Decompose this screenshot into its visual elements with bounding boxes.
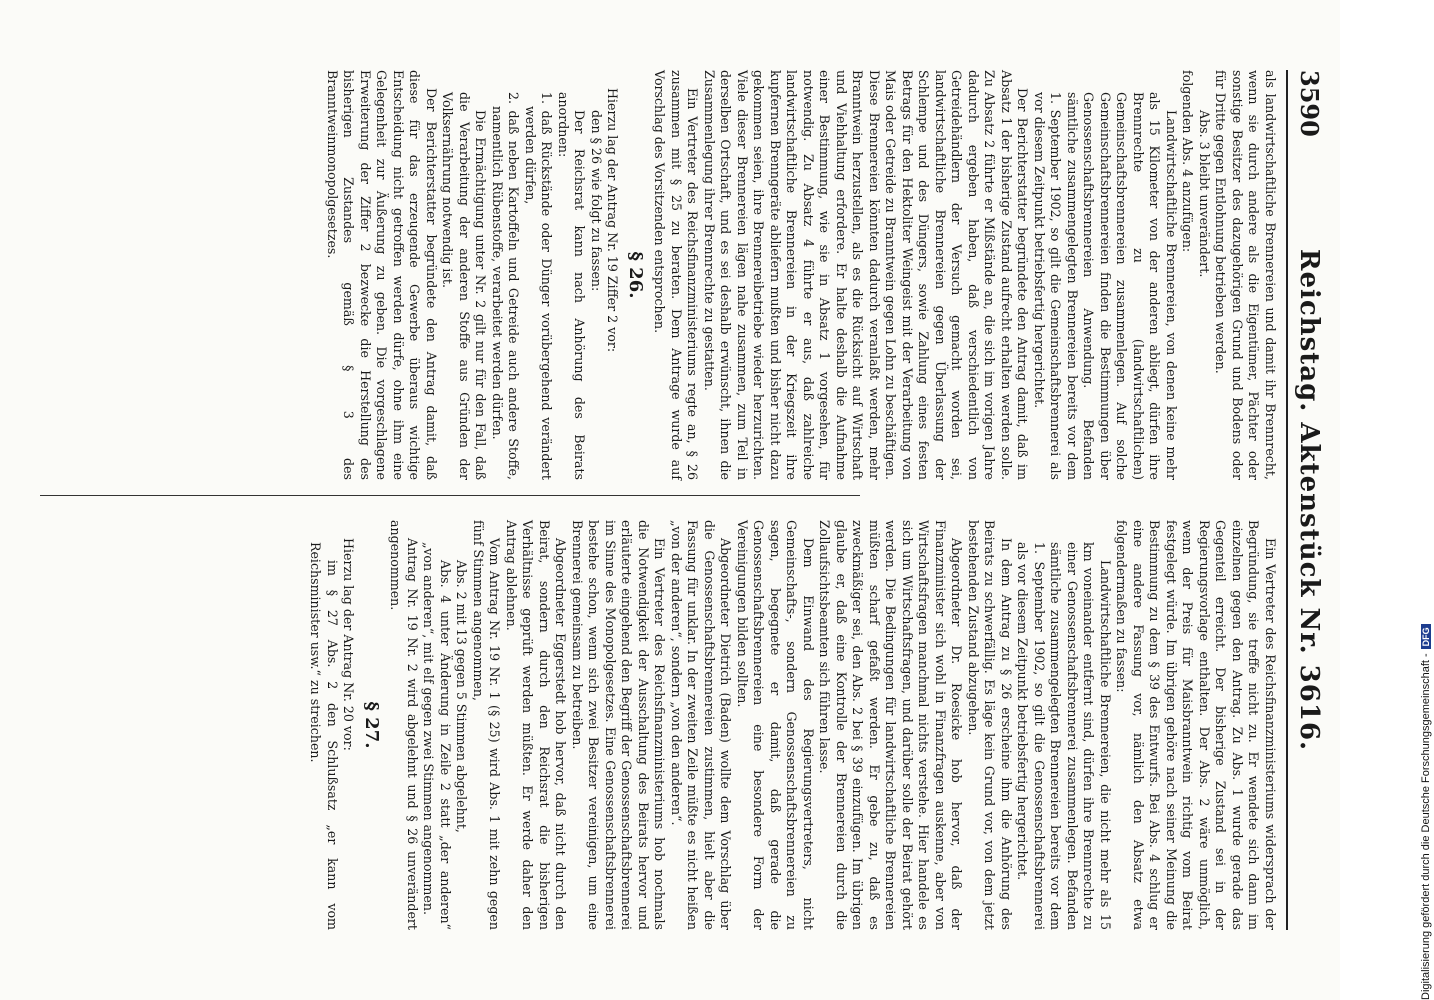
paragraph: Die Ermächtigung unter Nr. 2 gilt nur für den Fall, daß die Verarbeitung der anderen Stoffe aus Gründen der Volksernährung notwendig ist. — [440, 92, 489, 480]
footer-text: Digitalisierung gefördert durch die Deutsche Forschungsgemeinschaft - — [1420, 653, 1432, 1000]
dfg-logo: DFG — [1421, 624, 1431, 649]
paragraph: Abs. 3 bleibt unverändert. — [1197, 110, 1212, 278]
section-heading: § 27. — [361, 701, 382, 749]
paragraph: Antrag Nr. 19 Nr. 2 wird abgelehnt und § 26 unverändert angenommen. — [388, 520, 420, 930]
page-number: 3590 — [1295, 70, 1324, 137]
digitization-footer — [1420, 624, 1432, 1000]
paragraph: Der Reichsrat kann nach Anhörung des Beirats anordnen: — [556, 92, 588, 480]
list-item: 1. daß Rückstände oder Dünger vorübergehend verändert werden dürfen, — [523, 92, 555, 480]
paragraph: Der Berichterstatter begründete den Antrag damit, daß diese für das erzeugende Gewerbe überaus wichtige Entscheidung nicht getroffen werden dürfe, ohne ihm eine Gelegenheit zur Äußerung zu geben. Die vorgeschlagene Erweiterung der Ziffer 2 bezwecke die Herstellung des bisherigen Zustandes gemäß § 3 des Branntweinmonopolgesetzes. — [325, 70, 439, 480]
paragraph: Ein Vertreter des Reichsfinanzministeriums hob nochmals die Notwendigkeit der Ausschaltung des Beirats hervor und erläuterte eingehend den Begriff der Genossenschaftsbrennerei im Sinne des Monopolgesetzes. Eine Genossenschaftsbrennerei bestehe schon, wenn sich zwei Besitzer vereinigen, um eine Brennerei gemeinsam zu betreiben. — [570, 520, 668, 930]
paragraph: als landwirtschaftliche Brennereien und damit ihr Brennrecht, wenn sie durch andere als die Eigentümer, Pächter oder sonstige Besitzer des dazugehörigen Grund und Bodens oder für Dritte gegen Entlohnung betrieben werden. — [1213, 70, 1278, 480]
paragraph: In dem Antrag zu § 26 erscheine ihm die Anhörung des Beirats zu schwerfällig. Es läge kein Grund vor, von dem jetzt bestehenden Zustand abzugehen. — [966, 520, 1014, 930]
page-header — [1286, 70, 1328, 930]
paragraph: Abgeordneter Dr. Roesicke hob hervor, daß der Finanzminister sich wohl in Finanzfragen auskenne, aber von Wirtschaftsfragen manchmal nichts verstehe. Hier handele es sich um Wirtschaftsfragen, und darüber solle der Beirat gehört werden. Die Bedingungen für landwirtschaftliche Brennereien müßten scharf gefaßt werden. Er gebe zu, daß es zweckmäßiger sei, den Abs. 2 bei § 39 einzufügen. Im übrigen glaube er, daß eine Kontrolle der Brennereien durch die Zollaufsichtsbeamten sich führen lasse. — [817, 520, 965, 930]
paragraph: Abgeordneter Eggerstedt hob hervor, daß nicht durch den Beirat, sondern durch den Reichsrat die bisherigen Verhältnisse geprüft werden müßten. Er werde daher den Antrag ablehnen. — [504, 520, 569, 930]
right-column — [307, 520, 1278, 930]
paragraph: folgenden Abs. 4 anzufügen: — [1180, 70, 1196, 253]
paragraph: Hierzu lag der Antrag Nr. 20 vor: — [341, 538, 357, 751]
paragraph: Ein Vertreter des Reichsfinanzministeriums widersprach der Begründung, sie treffe nicht zu. Er wendete sich dann im einzelnen gegen den Antrag. Zu Abs. 1 wurde gerade das Gegenteil erreicht. Der bisherige Zustand sei in der Regierungsvorlage enthalten. Der Abs. 2 wäre unmöglich, wenn der Preis für Maisbranntwein richtig vom Beirat festgelegt würde. Im übrigen gehöre nach seiner Meinung die Bestimmung zu dem § 39 des Entwurfs. Bei Abs. 4 schlug er eine andere Fassung vor, nämlich den Absatz etwa folgendermaßen zu fassen: — [1114, 520, 1278, 930]
paragraph: Ein Vertreter des Reichsfinanzministeriums regte an, § 26 zusammen mit § 25 zu beraten. Dem Antrage wurde auf Vorschlag des Vorsitzenden entsprochen. — [652, 70, 701, 480]
paragraph: Landwirtschaftliche Brennereien, von denen keine mehr als 15 Kilometer von der anderen abliegt, dürfen ihre Brennrechte zu (landwirtschaftlichen) Gemeinschaftsbrennereien zusammenlegen. Auf solche Gemeinschaftsbrennereien finden die Bestimmungen über Genossenschaftsbrennereien Anwendung. Befanden sämtliche zusammengelegten Brennereien bereits vor dem 1. September 1902, so gilt die Gemeinschaftsbrennerei als vor diesem Zeitpunkt betriebsfertig hergerichtet. — [1032, 92, 1179, 480]
paragraph: Vom Antrag Nr. 19 Nr. 1 (§ 25) wird Abs. 1 mit zehn gegen fünf Stimmen angenommen, — [471, 520, 503, 930]
paragraph: Hierzu lag der Antrag Nr. 19 Ziffer 2 vor: — [605, 88, 621, 353]
paragraph: Abs. 2 mit 13 gegen 5 Stimmen abgelehnt, — [454, 560, 470, 833]
paragraph: Dem Einwand des Regierungsvertreters, nicht Gemeinschafts-, sondern Genossenschaftsbrennereien zu sagen, begegnete er damit, daß gerade die Genossenschaftsbrennereien eine besondere Form der Vereinigungen bilden sollten. — [735, 520, 816, 930]
section-heading: § 26. — [625, 251, 646, 299]
page-title: Reichstag. Aktenstück Nr. 3616. — [1294, 248, 1324, 752]
paragraph: Landwirtschaftliche Brennereien, die nicht mehr als 15 km voneinander entfernt sind, dürfen ihre Brennrechte zu einer Genossenschaftsbrennerei zusammenlegen. Befanden sämtliche zusammengelegten Brennereien bereits vor dem 1. September 1902, so gilt die Genossenschaftsbrennerei als vor diesem Zeitpunkt betriebsfertig hergerichtet. — [1015, 542, 1113, 930]
column-divider — [40, 495, 860, 496]
list-item: 2. daß neben Kartoffeln und Getreide auch andere Stoffe, namentlich Rübenstoffe, verarbeitet werden dürfen. — [490, 92, 522, 480]
paragraph: Abs. 4 unter Änderung in Zeile 2 statt „der anderen“ „von anderen“, mit elf gegen zwei Stimmen angenommen. — [421, 542, 453, 930]
left-column — [324, 70, 1279, 480]
paragraph: Abgeordneter Dietrich (Baden) wollte dem Vorschlag über die Genossenschaftsbrennereien zustimmen, hielt aber die Fassung für unklar. In der zweiten Zeile müßte es nicht heißen „von der anderen“, sondern „von den anderen“. — [669, 520, 734, 930]
paragraph: den § 26 wie folgt zu fassen: — [589, 110, 604, 292]
paragraph: Der Berichterstatter begründete den Antrag damit, daß im Absatz 1 der bisherige Zustand aufrecht erhalten werden solle. Zu Absatz 2 führte er Mißstände an, die sich im vorigen Jahre dadurch ergeben haben, daß verschiedentlich von Getreidehändlern der Versuch gemacht worden sei, landwirtschaftliche Brennereien gegen Überlassung der Schlempe und des Düngers, sowie Zahlung eines festen Betrags für den Hektoliter Weingeist mit der Verarbeitung von Mais oder Getreide zu Branntwein gegen Lohn zu beschäftigen. Diese Brennereien könnten dadurch veranlaßt werden, mehr Branntwein herzustellen, als es die Rücksicht auf Wirtschaft und Viehhaltung erfordere. Er halte deshalb die Aufnahme einer Bestimmung, wie sie in Absatz 1 vorgesehen, für notwendig. Zu Absatz 4 führte er aus, daß zahlreiche landwirtschaftliche Brennereien in der Kriegszeit ihre kupfernen Brenngeräte abliefern mußten und bisher nicht dazu gekommen seien, ihre Brennereibetriebe wieder herzurichten. Viele dieser Brennereien lägen nahe zusammen, zum Teil in derselben Ortschaft, und es sei deshalb erwünscht, ihnen die Zusammenlegung ihrer Brennrechte zu gestatten. — [702, 70, 1031, 480]
paragraph: im § 27 Abs. 2 den Schlußsatz „er kann vom Reichsminister usw.“ zu streichen. — [308, 542, 340, 930]
